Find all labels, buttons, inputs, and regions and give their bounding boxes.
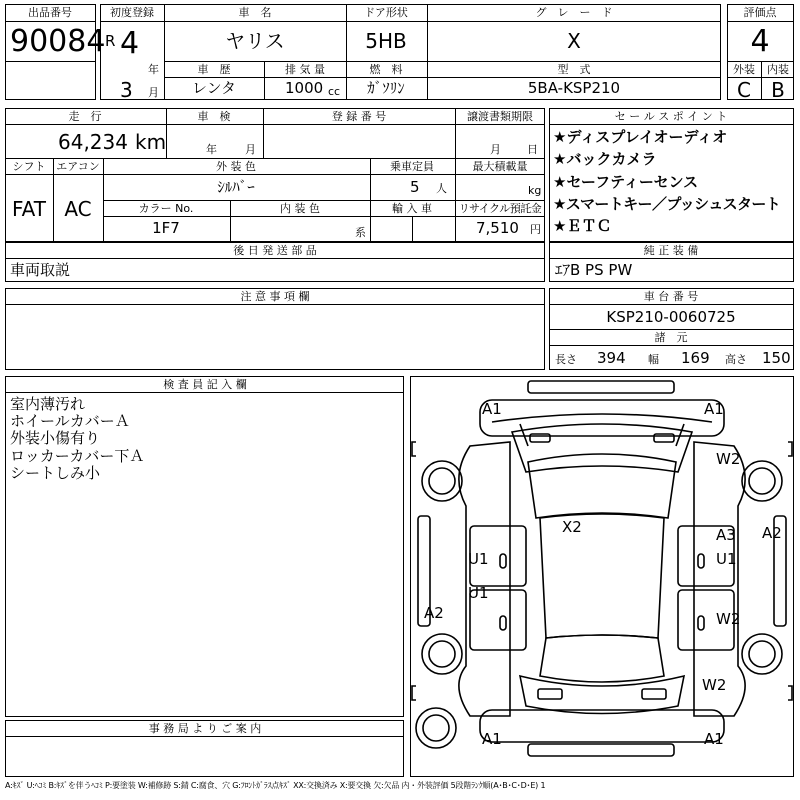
- dims-label: 諸 元: [654, 331, 688, 344]
- details-box: [5, 108, 545, 242]
- reg-month: 3: [120, 78, 133, 102]
- damage-mark: W2: [716, 610, 741, 628]
- mileage-unit: km: [135, 130, 167, 154]
- inspector-line: ロッカーカバー下Ａ: [10, 447, 145, 465]
- first-reg-label: 初度登録: [110, 6, 154, 19]
- car-name-label: 車 名: [238, 6, 272, 19]
- model: 5BA-KSP210: [527, 79, 621, 97]
- sales-point-item: ★バックカメラ: [553, 150, 657, 168]
- sales-point-item: ★ディスプレイオーディオ: [553, 128, 728, 146]
- damage-mark: X2: [562, 518, 582, 536]
- genuine-label: 純 正 装 備: [643, 244, 699, 257]
- length: 394: [597, 349, 626, 367]
- capacity-unit: 人: [436, 182, 447, 195]
- chassis-label: 車 台 番 号: [643, 290, 699, 303]
- door-label: ドア形状: [364, 6, 408, 19]
- sales-points-label: セ ー ル ス ポ イ ン ト: [614, 110, 728, 123]
- capacity-label: 乗車定員: [390, 160, 434, 173]
- damage-mark: A1: [482, 400, 502, 418]
- int-color-unit: 系: [355, 226, 366, 239]
- length-label: 長さ: [555, 353, 577, 366]
- fuel: ｶﾞｿﾘﾝ: [367, 79, 405, 97]
- car-damage-diagram: [410, 376, 794, 777]
- inspection-label: 車 検: [197, 110, 231, 123]
- height-label: 高さ: [725, 353, 747, 366]
- car-name: ヤリス: [225, 29, 285, 53]
- reg-year: 4: [120, 26, 140, 61]
- mileage-label: 走 行: [68, 110, 102, 123]
- damage-mark: A1: [482, 730, 502, 748]
- insp-year-unit: 年: [206, 143, 217, 156]
- displacement-unit: cc: [328, 85, 341, 98]
- width: 169: [681, 349, 710, 367]
- recycle-label: リサイクル預託金: [458, 202, 542, 215]
- damage-mark: U1: [468, 584, 489, 602]
- damage-mark: A3: [716, 526, 736, 544]
- sales-point-item: ★ＥＴＣ: [553, 217, 612, 235]
- shift: FAT: [11, 197, 47, 221]
- damage-mark: U1: [468, 550, 489, 568]
- chassis-no: KSP210-0060725: [606, 308, 736, 326]
- month-unit: 月: [148, 86, 159, 99]
- inspector-label: 検 査 員 記 入 欄: [163, 378, 247, 391]
- transfer-label: 譲渡書類期限: [467, 110, 533, 123]
- fuel-label: 燃 料: [369, 63, 403, 76]
- later-parts-label: 後 日 発 送 部 品: [233, 244, 317, 257]
- capacity: 5: [410, 178, 420, 196]
- notes-label: 注 意 事 項 欄: [240, 290, 310, 303]
- grade-label: グ レ ー ド: [535, 6, 613, 19]
- inspector-line: ホイールカバーＡ: [10, 412, 130, 430]
- inspector-line: 外装小傷有り: [10, 429, 101, 447]
- year-unit: 年: [148, 63, 159, 76]
- history: レンタ: [191, 79, 237, 97]
- office-label: 事 務 局 よ り ご 案 内: [148, 722, 262, 735]
- transfer-month-unit: 月: [490, 143, 501, 156]
- reg-no-label: 登 録 番 号: [331, 110, 387, 123]
- ac: AC: [64, 197, 92, 221]
- mileage: 64,234: [58, 130, 128, 154]
- damage-mark: A1: [704, 730, 724, 748]
- grade: X: [567, 29, 581, 53]
- inspector-line: 室内薄汚れ: [10, 395, 86, 413]
- height: 150: [762, 349, 791, 367]
- inspector-line: シートしみ小: [10, 464, 101, 482]
- history-label: 車 歴: [197, 63, 231, 76]
- damage-mark: W2: [716, 450, 741, 468]
- color-label: 外 装 色: [216, 160, 256, 173]
- import-label: 輸 入 車: [392, 202, 432, 215]
- color-no-label: カラー No.: [138, 202, 194, 215]
- damage-mark: A1: [704, 400, 724, 418]
- load-unit: kg: [528, 184, 542, 197]
- transfer-day-unit: 日: [527, 143, 538, 156]
- sales-point-item: ★スマートキー／プッシュスタート: [553, 195, 781, 213]
- damage-mark: A2: [762, 524, 782, 542]
- exterior-grade: C: [737, 78, 751, 102]
- displacement-label: 排 気 量: [285, 63, 325, 76]
- damage-mark: W2: [702, 676, 727, 694]
- exterior-label: 外装: [733, 63, 755, 76]
- recycle: 7,510: [476, 219, 519, 237]
- displacement: 1000: [285, 79, 324, 97]
- score: 4: [750, 24, 770, 59]
- load-label: 最大積載量: [472, 160, 528, 173]
- interior-grade: B: [771, 78, 785, 102]
- legend: A:ｷｽﾞ U:ﾍｺﾐ B:ｷｽﾞを伴うﾍｺﾐ P:要塗装 W:補修跡 S:錆 C:腐食、穴 G:ﾌﾛﾝﾄｶﾞﾗｽ点ｷｽﾞ XX:交換済み X:要交換 欠:欠品 内・外装評価 5段階ﾗﾝｸ順(A･B･C･D･E) 1: [5, 781, 546, 790]
- later-parts-value: 車両取説: [10, 261, 71, 279]
- lot-no-label: 出品番号: [28, 6, 72, 19]
- damage-mark: A2: [424, 604, 444, 622]
- lot-no: 90084: [10, 24, 106, 59]
- era: R: [105, 32, 116, 50]
- damage-mark: U1: [716, 550, 737, 568]
- shift-label: シフト: [12, 160, 46, 173]
- width-label: 幅: [648, 353, 659, 366]
- color: ｼﾙﾊﾞｰ: [217, 178, 255, 196]
- recycle-unit: 円: [530, 223, 541, 236]
- score-label: 評価点: [743, 6, 777, 19]
- door: 5HB: [365, 29, 407, 53]
- ac-label: エアコン: [56, 160, 100, 173]
- insp-month-unit: 月: [245, 143, 256, 156]
- interior-label: 内装: [767, 63, 789, 76]
- int-color-label: 内 装 色: [280, 202, 320, 215]
- sales-point-item: ★セーフティーセンス: [553, 173, 699, 191]
- genuine-value: ｴｱB PS PW: [555, 261, 633, 279]
- model-label: 型 式: [557, 63, 591, 76]
- color-no: 1F7: [152, 219, 180, 237]
